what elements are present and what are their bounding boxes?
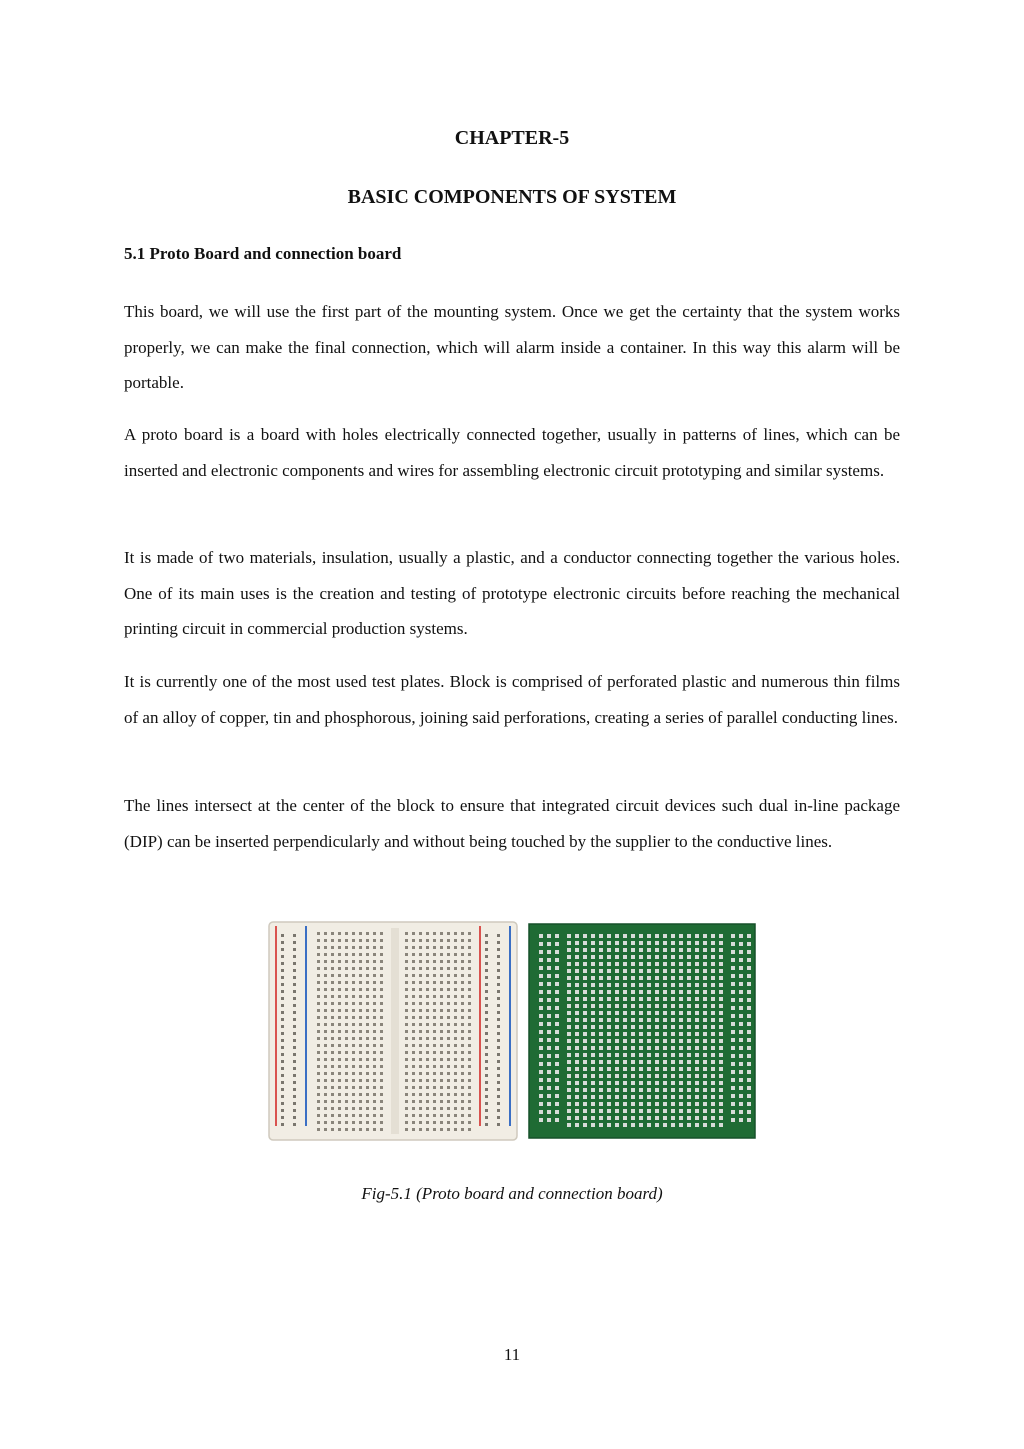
figure-proto-boards [267, 916, 757, 1146]
paragraph-1: This board, we will use the first part of the mounting system. Once we get the certainty that the system works properly, we can make the final connection, which will alarm inside a container. In this way this alarm will be portable. [124, 302, 900, 392]
breadboard-image [269, 922, 517, 1140]
paragraph-2: A proto board is a board with holes electrically connected together, usually in patterns of lines, which can be inserted and electronic components and wires for assembling electronic circuit prototyping and similar systems. [124, 425, 900, 480]
figure-caption: Fig-5.1 (Proto board and connection board) [361, 1184, 663, 1203]
chapter-number: CHAPTER-5 [454, 127, 570, 149]
paragraph-5: The lines intersect at the center of the block to ensure that integrated circuit devices such dual in-line package (DIP) can be inserted perpendicularly and without being touched by the supplier to the conductive lines. [124, 796, 900, 851]
paragraph-4: It is currently one of the most used test plates. Block is comprised of perforated plastic and numerous thin films of an alloy of copper, tin and phosphorous, joining said perforations, creating a series of parallel conducting lines. [124, 672, 900, 727]
chapter-title: BASIC COMPONENTS OF SYSTEM [347, 186, 677, 208]
figure-image [267, 916, 757, 1146]
pcb-image [529, 924, 755, 1138]
paragraph-3: It is made of two materials, insulation, usually a plastic, and a conductor connecting together the various holes. One of its main uses is the creation and testing of prototype electronic circuits before reaching the mechanical printing circuit in commercial production systems. [124, 548, 900, 638]
section-heading: 5.1 Proto Board and connection board [124, 244, 402, 263]
page-number: 11 [503, 1345, 521, 1364]
